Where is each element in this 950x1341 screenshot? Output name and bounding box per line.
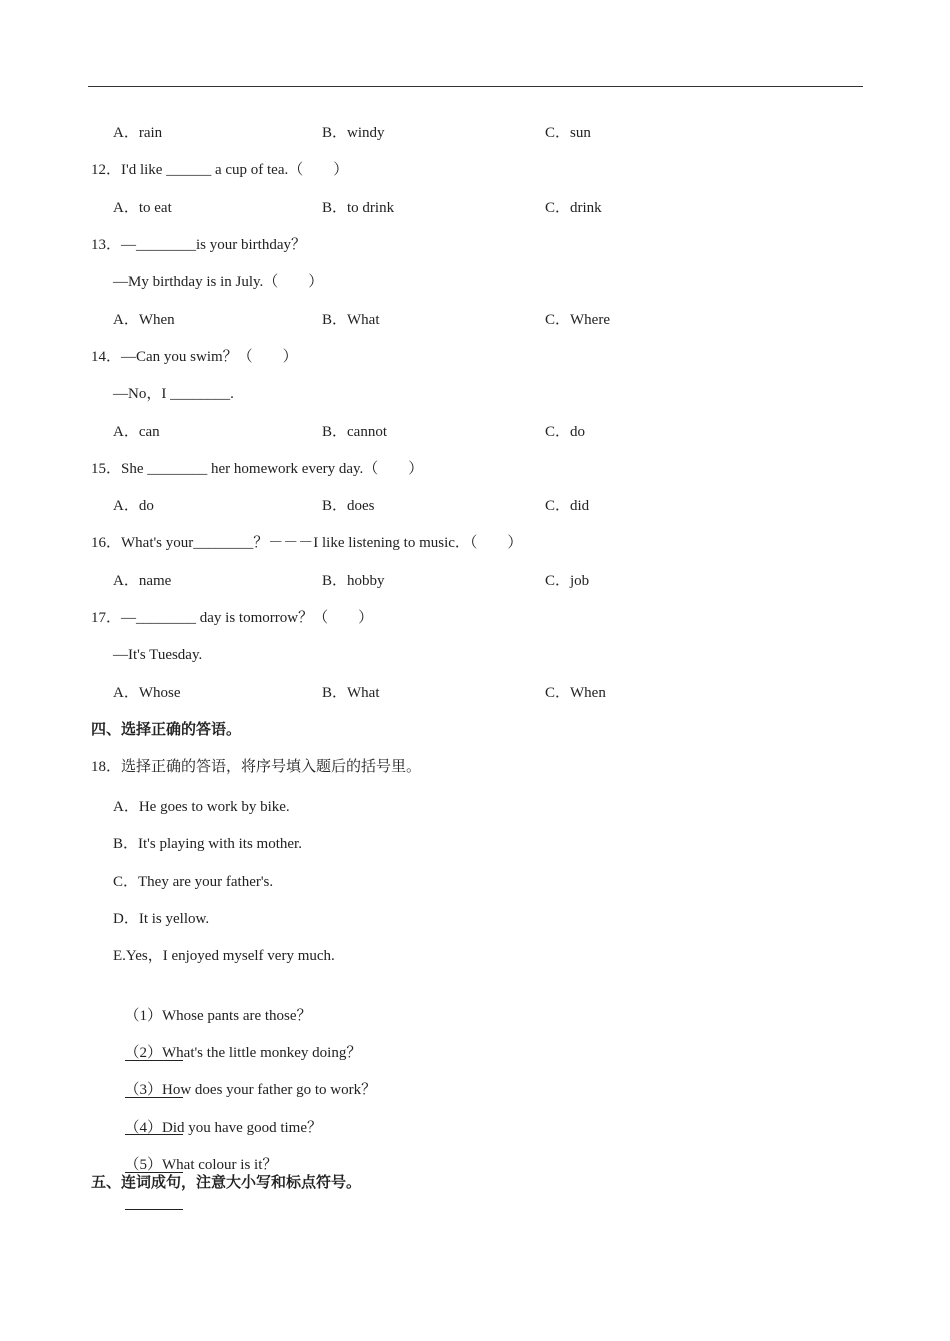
q14-option-c: C．do <box>545 424 586 440</box>
header-rule <box>88 86 863 87</box>
q13-stem: 13．—________is your birthday？ <box>91 237 306 253</box>
q17-option-b: B．What <box>322 685 380 701</box>
q12-stem: 12．I'd like ______ a cup of tea.（ ） <box>91 162 349 178</box>
q12-option-b: B．to drink <box>322 200 395 216</box>
match-question: （1）Whose pants are those？ <box>124 1008 312 1024</box>
section5-heading: 五、连词成句，注意大小写和标点符号。 <box>91 1173 362 1191</box>
q11-option-c: C．sun <box>545 125 591 141</box>
answer-option: A．He goes to work by bike. <box>113 799 290 815</box>
q13-reply: —My birthday is in July.（ ） <box>113 274 324 290</box>
section4-heading: 四、选择正确的答语。 <box>91 720 242 738</box>
q15-stem: 15．She ________ her homework every day.（ ） <box>91 461 424 477</box>
match-question: （3）How does your father go to work？ <box>124 1082 377 1098</box>
q12-option-a: A．to eat <box>113 200 172 216</box>
q16-option-b: B．hobby <box>322 573 385 589</box>
q16-option-c: C．job <box>545 573 590 589</box>
match-question: （5）What colour is it？ <box>124 1157 278 1173</box>
q17-reply: —It's Tuesday. <box>113 647 203 663</box>
q15-option-b: B．does <box>322 498 375 514</box>
match-question: （2）What's the little monkey doing？ <box>124 1045 362 1061</box>
answer-option: E.Yes，I enjoyed myself very much. <box>113 948 335 964</box>
q13-option-b: B．What <box>322 312 380 328</box>
q13-option-c: C．Where <box>545 312 610 328</box>
answer-option: C．They are your father's. <box>113 874 274 890</box>
q12-option-c: C．drink <box>545 200 602 216</box>
q14-option-b: B．cannot <box>322 424 387 440</box>
q13-option-a: A．When <box>113 312 175 328</box>
q16-option-a: A．name <box>113 573 172 589</box>
q16-stem: 16．What's your________？－－－I like listening to music．（ ） <box>91 535 523 551</box>
q11-option-a: A．rain <box>113 125 163 141</box>
q17-stem: 17．—________ day is tomorrow？（ ） <box>91 610 374 626</box>
q14-stem: 14．—Can you swim？（ ） <box>91 349 298 365</box>
answer-option: B．It's playing with its mother. <box>113 836 302 852</box>
q11-option-b: B．windy <box>322 125 385 141</box>
q17-option-a: A．Whose <box>113 685 181 701</box>
q14-reply: —No，I ________. <box>113 386 234 402</box>
q15-option-a: A．do <box>113 498 154 514</box>
q14-option-a: A．can <box>113 424 160 440</box>
match-question: （4）Did you have good time？ <box>124 1120 322 1136</box>
answer-option: D．It is yellow. <box>113 911 210 927</box>
q18-stem: 18．选择正确的答语，将序号填入题后的括号里。 <box>91 759 422 775</box>
q17-option-c: C．When <box>545 685 606 701</box>
q15-option-c: C．did <box>545 498 590 514</box>
answer-blank[interactable] <box>125 1195 183 1210</box>
